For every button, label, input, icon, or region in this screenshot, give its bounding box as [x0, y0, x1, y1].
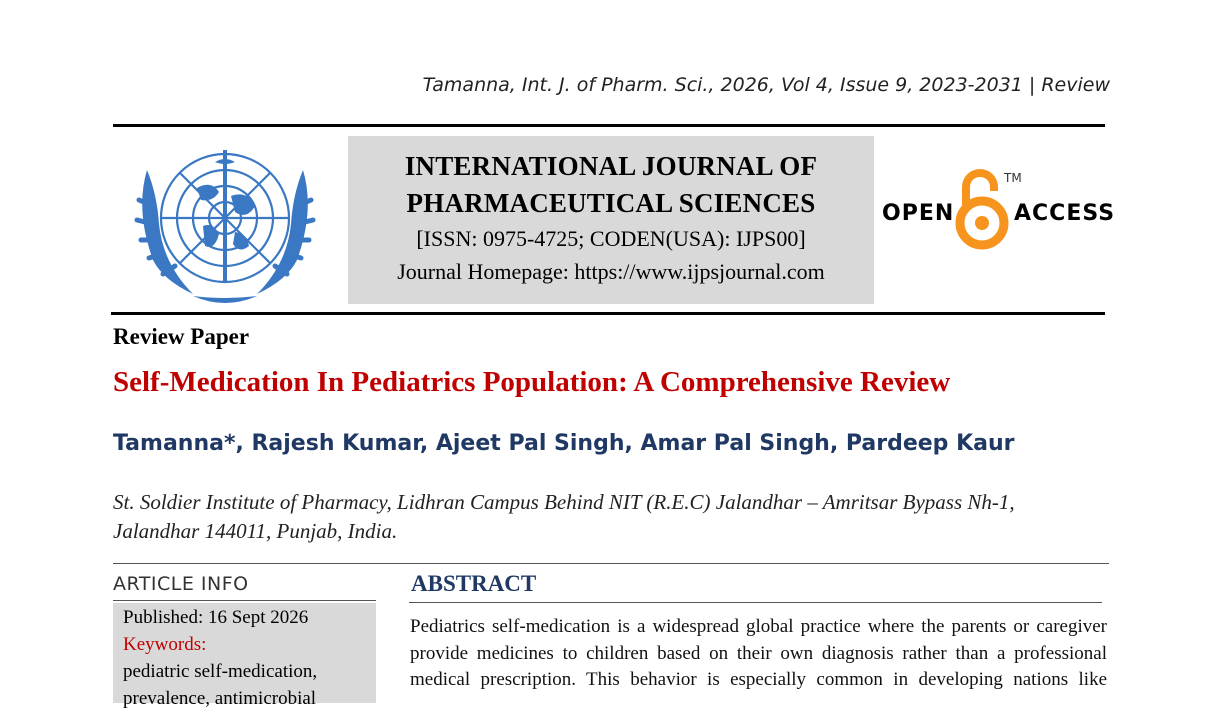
abstract-line1: Pediatrics self-medication is a widespread global practice where the parents or caregiver — [410, 616, 1107, 637]
article-info-heading: ARTICLE INFO — [113, 573, 249, 595]
journal-name-line2: PHARMACEUTICAL SCIENCES — [406, 188, 816, 218]
article-info-rule — [113, 600, 376, 601]
affiliation-divider — [113, 563, 1109, 564]
affiliation-line2: Jalandhar 144011, Punjab, India. — [113, 519, 398, 543]
trademark-mark: TM — [1004, 171, 1022, 185]
citation-line: Tamanna, Int. J. of Pharm. Sci., 2026, Vol 4, Issue 9, 2023-2031 | Review — [422, 74, 1110, 96]
paper-type-label: Review Paper — [113, 324, 250, 349]
open-access-open-label: OPEN — [882, 201, 955, 226]
abstract-line3: medical prescription. This behavior is especially common in developing nations like — [410, 669, 1107, 690]
author-list: Tamanna*, Rajesh Kumar, Ajeet Pal Singh, Amar Pal Singh, Pardeep Kaur — [113, 431, 1015, 456]
abstract-rule — [409, 602, 1102, 603]
header-bottom-rule — [111, 312, 1105, 315]
keywords-label: Keywords: — [123, 634, 207, 655]
affiliation — [113, 488, 1113, 546]
journal-name-line1: INTERNATIONAL JOURNAL OF — [404, 151, 818, 181]
abstract-body — [410, 614, 1107, 694]
un-emblem-logo — [127, 140, 323, 306]
paper-title: Self-Medication In Pediatrics Population: A Comprehensive Review — [113, 366, 951, 398]
journal-issn: [ISSN: 0975-4725; CODEN(USA): IJPS00] — [416, 226, 806, 251]
keywords-line2: prevalence, antimicrobial — [123, 688, 317, 709]
open-access-access-label: ACCESS — [1014, 201, 1116, 226]
journal-homepage: Journal Homepage: https://www.ijpsjournal.com — [397, 259, 825, 284]
open-access-lock-icon — [954, 165, 1010, 251]
keywords-line1: pediatric self-medication, — [123, 661, 318, 682]
journal-header-box — [348, 136, 874, 304]
header-top-rule — [113, 124, 1105, 127]
article-info-box — [113, 603, 376, 709]
abstract-line2: provide medicines to children based on their own diagnosis rather than a professional — [410, 642, 1107, 664]
open-access-logo — [880, 165, 1116, 255]
abstract-heading: ABSTRACT — [411, 571, 537, 596]
published-date: Published: 16 Sept 2026 — [123, 607, 309, 628]
affiliation-line1: St. Soldier Institute of Pharmacy, Lidhran Campus Behind NIT (R.E.C) Jalandhar – Amritsar Bypass Nh-1, — [113, 490, 1015, 514]
